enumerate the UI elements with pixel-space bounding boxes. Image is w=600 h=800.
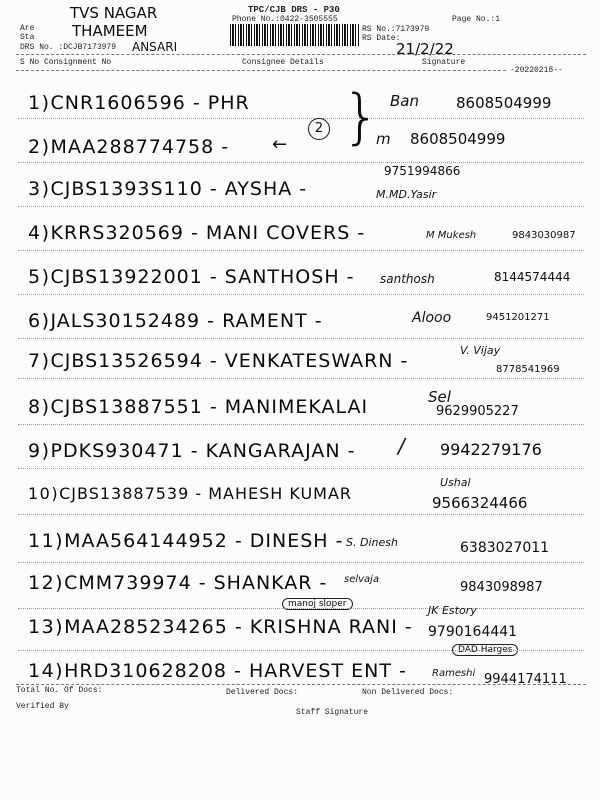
rs-date-label: RS Date: [362, 34, 401, 43]
entry-signature: V. Vijay [460, 344, 501, 357]
row-rule [18, 514, 584, 515]
entry-signature: S. Dinesh [346, 536, 398, 549]
entry-number: 3) [28, 178, 51, 200]
header-divider [16, 54, 586, 55]
area-label: Are [20, 24, 35, 33]
entry-phone: 9566324466 [432, 494, 528, 512]
entry-phone: 9751994866 [384, 164, 461, 178]
entry-text: HRD310628208 - HARVEST ENT - [64, 660, 407, 682]
drs-number: DRS No. :DCJB7173979 [20, 43, 117, 52]
entry-text: CJBS1393S110 - AYSHA - [50, 178, 308, 200]
list-item [28, 136, 229, 158]
row-rule [18, 424, 584, 425]
entry-signature: Rameshi [432, 668, 476, 679]
entry-number: 9) [28, 440, 51, 462]
entry-number: 8) [28, 396, 51, 418]
list-item [28, 310, 323, 332]
list-item [28, 178, 307, 200]
entry-signature: santhosh [380, 272, 435, 286]
list-item [28, 440, 355, 462]
entry-text: JALS30152489 - RAMENT - [50, 310, 323, 332]
list-item [28, 92, 250, 114]
total-docs-label: Total No. Of Docs: [16, 686, 103, 695]
entry-text: CJBS13887551 - MANIMEKALAI [50, 396, 369, 418]
entry-text: KRRS320569 - MANI COVERS - [50, 222, 366, 244]
row-rule [18, 118, 584, 119]
entry-number: 13) [28, 616, 65, 638]
area-handwritten: TVS NAGAR [70, 4, 158, 22]
row-rule [18, 294, 584, 295]
entry-number: 4) [28, 222, 51, 244]
entry-signature: Sel [428, 388, 451, 406]
list-item [28, 350, 408, 372]
entry-signature: Ushal [440, 476, 471, 489]
entry-text: CJBS13887539 - MAHESH KUMAR [59, 484, 353, 503]
entry-text: MAA285234265 - KRISHNA RANI - [64, 616, 413, 638]
column-sno-consignment: S No Consignment No [20, 58, 112, 67]
curly-brace: } [342, 82, 381, 152]
entry-signature: / [398, 434, 405, 458]
row-rule [18, 468, 584, 469]
column-consignee: Consignee Details [242, 58, 324, 67]
row-rule [18, 608, 584, 609]
entry-text: MAA288774758 - [50, 136, 230, 158]
list-item [28, 660, 407, 682]
entry-signature: selvaja [344, 574, 380, 585]
list-item [28, 572, 327, 594]
entry-text: CJBS13526594 - VENKATESWARN - [50, 350, 409, 372]
delivered-docs-label: Delivered Docs: [226, 688, 299, 697]
entry-phone: 9629905227 [436, 404, 519, 419]
entry-note: DAD Harges [452, 644, 518, 656]
list-item [28, 266, 355, 288]
entry-signature: m [376, 130, 391, 148]
list-item [28, 222, 365, 244]
entry-number: 12) [28, 572, 65, 594]
row-rule [18, 250, 584, 251]
row-rule [18, 206, 584, 207]
page-number: Page No.:1 [452, 15, 501, 24]
non-delivered-docs-label: Non Delivered Docs: [362, 688, 454, 697]
row-rule [18, 378, 584, 379]
entry-signature: M.MD.Yasir [376, 188, 437, 201]
entry-signature: Ban [390, 92, 419, 110]
entry-phone: 9843098987 [460, 580, 543, 595]
form-title: TPC/CJB DRS - P30 [248, 5, 340, 15]
list-item [28, 396, 368, 418]
list-item [28, 484, 352, 503]
name-handwritten-1: THAMEEM [72, 22, 148, 40]
batch-code: -20220218-- [510, 66, 563, 75]
entry-phone: 9942279176 [440, 440, 542, 459]
barcode [230, 24, 360, 46]
entry-phone: 8778541969 [496, 364, 560, 375]
arrow-mark: ← [272, 134, 288, 155]
entry-note: manoj sloper [282, 598, 353, 610]
entry-text: MAA564144952 - DINESH - [64, 530, 344, 552]
columns-divider [16, 70, 506, 71]
verified-by-label: Verified By [16, 702, 69, 711]
staff-label: Sta [20, 33, 35, 42]
entry-text: PDKS930471 - KANGARAJAN - [50, 440, 356, 462]
entry-phone: 9843030987 [512, 230, 576, 241]
entry-number: 11) [28, 530, 65, 552]
entry-number: 7) [28, 350, 51, 372]
entry-phone: 8608504999 [410, 130, 506, 148]
entry-phone: 9944174111 [484, 672, 567, 687]
rs-date-handwritten: 21/2/22 [396, 40, 454, 58]
entry-phone: 9790164441 [428, 624, 518, 640]
footer-divider [16, 684, 586, 685]
phone-number: Phone No.:0422-3505555 [232, 15, 338, 24]
row-rule [18, 162, 584, 163]
circled-count: 2 [308, 118, 330, 140]
staff-signature-label: Staff Signature [296, 708, 369, 717]
entry-number: 6) [28, 310, 51, 332]
list-item [28, 616, 413, 638]
entry-number: 5) [28, 266, 51, 288]
entry-text: CJBS13922001 - SANTHOSH - [50, 266, 355, 288]
entry-number: 14) [28, 660, 65, 682]
entry-number: 10) [28, 484, 60, 503]
row-rule [18, 562, 584, 563]
row-rule [18, 338, 584, 339]
entry-signature: M Mukesh [426, 230, 477, 241]
entry-number: 1) [28, 92, 51, 114]
entry-text: CMM739974 - SHANKAR - [64, 572, 328, 594]
rs-number: RS No.:7173979 [362, 25, 430, 34]
entry-text: CNR1606596 - PHR [50, 92, 250, 114]
entry-number: 2) [28, 136, 51, 158]
row-rule [18, 650, 584, 651]
column-signature: Signature [422, 58, 466, 67]
entry-phone: 8608504999 [456, 94, 552, 112]
entry-phone: 8144574444 [494, 270, 571, 284]
list-item [28, 530, 343, 552]
entry-signature: Alooo [412, 310, 452, 326]
entry-signature: JK Estory [428, 604, 477, 617]
entry-phone: 6383027011 [460, 540, 550, 556]
name-handwritten-2: ANSARI [132, 40, 178, 54]
entry-phone: 9451201271 [486, 312, 550, 323]
